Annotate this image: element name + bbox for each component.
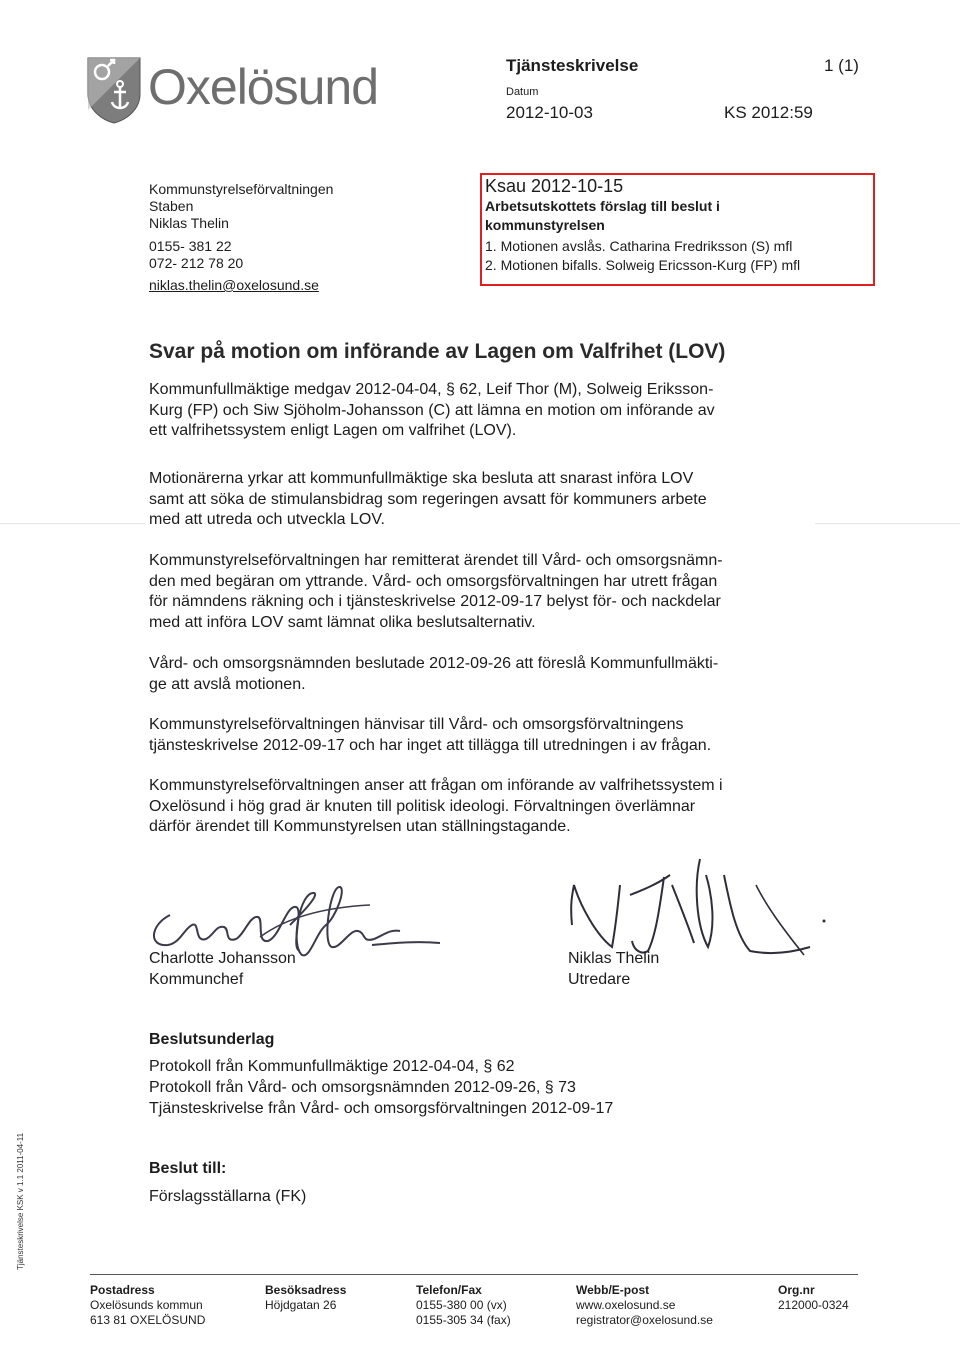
footer-website-link[interactable]: www.oxelosund.se — [576, 1298, 676, 1312]
footer-line: Höjdgatan 26 — [265, 1298, 337, 1312]
signatory-title: Kommunchef — [149, 971, 244, 988]
sender-email-link[interactable]: niklas.thelin@oxelosund.se — [149, 277, 319, 293]
sender-phone: 0155- 381 22 — [149, 238, 232, 254]
underlag-item: Protokoll från Vård- och omsorgsnämnden 2012-09-26, § 73 — [149, 1079, 576, 1096]
footer-telefon — [416, 1283, 511, 1328]
paragraph-line: Kurg (FP) och Siw Sjöholm-Johansson (C) att lämna en motion om införande av — [149, 401, 715, 419]
decision-box-item: 1. Motionen avslås. Catharina Fredriksson (S) mfl — [485, 238, 793, 254]
paragraph-line: Motionärerna yrkar att kommunfullmäktige ska besluta att snarast införa LOV — [149, 470, 694, 487]
scan-artifact-line — [815, 523, 960, 524]
paragraph — [149, 715, 809, 756]
decision-box-title: Ksau 2012-10-15 — [485, 176, 624, 196]
footer-line: 0155-305 34 (fax) — [416, 1313, 511, 1327]
sender-department: Staben — [149, 198, 194, 214]
footer-heading: Telefon/Fax — [416, 1283, 482, 1297]
footer-divider — [90, 1274, 858, 1275]
decision-box-subtitle: Arbetsutskottets förslag till beslut i — [485, 198, 720, 214]
signatory-title: Utredare — [568, 971, 631, 988]
paragraph-line: för nämndens räkning och i tjänsteskrivelse 2012-09-17 belyst för- och nackdelar — [149, 593, 721, 610]
underlag-item: Protokoll från Kommunfullmäktige 2012-04-04, § 62 — [149, 1058, 515, 1075]
sender-organization: Kommunstyrelseförvaltningen — [149, 181, 334, 197]
footer-heading: Webb/E-post — [576, 1283, 650, 1297]
beslut-till-recipient: Förslagsställarna (FK) — [149, 1188, 307, 1205]
footer-webb — [576, 1283, 713, 1328]
paragraph-line: med att utreda och utveckla LOV. — [149, 511, 385, 528]
footer-heading: Besöksadress — [265, 1283, 347, 1297]
paragraph — [149, 551, 809, 633]
paragraph-line: Kommunfullmäktige medgav 2012-04-04, § 62, Leif Thor (M), Solweig Eriksson- — [149, 381, 714, 398]
paragraph-line: Kommunstyrelseförvaltningen har remitterat ärendet till Vård- och omsorgsnämn- — [149, 552, 723, 569]
footer-besoksadress — [265, 1283, 346, 1313]
underlag-heading: Beslutsunderlag — [149, 1031, 275, 1048]
footer-line: 613 81 OXELÖSUND — [90, 1313, 206, 1327]
paragraph-line: tjänsteskrivelse 2012-09-17 och har inget att tillägga till utredningen i av frågan. — [149, 736, 712, 754]
oxelosund-coat-of-arms-icon — [86, 56, 142, 124]
paragraph-line: Kommunstyrelseförvaltningen anser att frågan om införande av valfrihetssystem i — [149, 777, 723, 794]
sender-name: Niklas Thelin — [149, 215, 229, 231]
paragraph-line: den med begäran om yttrande. Vård- och omsorgsförvaltningen har utrett frågan — [149, 572, 718, 590]
logo-wordmark: Oxelösund — [148, 59, 379, 115]
paragraph — [149, 654, 809, 695]
case-number: KS 2012:59 — [724, 103, 813, 122]
footer-line: 212000-0324 — [778, 1298, 849, 1312]
paragraph-line: med att införa LOV samt lämnat olika beslutsalternativ. — [149, 613, 536, 631]
paragraph — [149, 380, 809, 442]
footer-line: 0155-380 00 (vx) — [416, 1298, 507, 1312]
decision-box-item: 2. Motionen bifalls. Solweig Ericsson-Kurg (FP) mfl — [485, 257, 801, 273]
footer-heading: Postadress — [90, 1283, 155, 1297]
sender-mobile: 072- 212 78 20 — [149, 255, 244, 271]
document-title: Svar på motion om införande av Lagen om Valfrihet (LOV) — [149, 340, 726, 363]
footer-postadress — [90, 1283, 205, 1328]
document-type: Tjänsteskrivelse — [506, 56, 639, 75]
paragraph-line: samt att söka de stimulansbidrag som regeringen avsatt för kommuners arbete — [149, 490, 707, 508]
paragraph-line: Oxelösund i hög grad är knuten till politisk ideologi. Förvaltningen överlämnar — [149, 797, 696, 815]
paragraph-line: Vård- och omsorgsnämnden beslutade 2012-09-26 att föreslå Kommunfullmäkti- — [149, 655, 719, 672]
date-value: 2012-10-03 — [506, 103, 593, 122]
beslut-till-heading: Beslut till: — [149, 1160, 227, 1177]
template-version-text: Tjänsteskrivelse KSK v 1.1 2011-04-11 — [16, 1132, 25, 1270]
paragraph-line: Kommunstyrelseförvaltningen hänvisar till Vård- och omsorgsförvaltningens — [149, 716, 684, 733]
paragraph-line: därför ärendet till Kommunstyrelsen utan ställningstagande. — [149, 818, 571, 835]
page-number: 1 (1) — [824, 56, 859, 75]
paragraph — [149, 776, 809, 838]
footer-line: Oxelösunds kommun — [90, 1298, 203, 1312]
footer-orgnr — [778, 1283, 849, 1313]
date-label: Datum — [506, 86, 539, 98]
paragraph-line: ge att avslå motionen. — [149, 675, 306, 693]
signatory-name: Niklas Thelin — [568, 950, 660, 967]
decision-box-subtitle: kommunstyrelsen — [485, 217, 605, 233]
footer-heading: Org.nr — [778, 1283, 815, 1297]
footer-email-link[interactable]: registrator@oxelosund.se — [576, 1313, 713, 1327]
scan-artifact-line — [0, 523, 145, 524]
underlag-item: Tjänsteskrivelse från Vård- och omsorgsförvaltningen 2012-09-17 — [149, 1100, 614, 1117]
paragraph-line: ett valfrihetssystem enligt Lagen om valfrihet (LOV). — [149, 422, 517, 439]
paragraph — [149, 469, 809, 531]
signatory-name: Charlotte Johansson — [149, 950, 296, 967]
